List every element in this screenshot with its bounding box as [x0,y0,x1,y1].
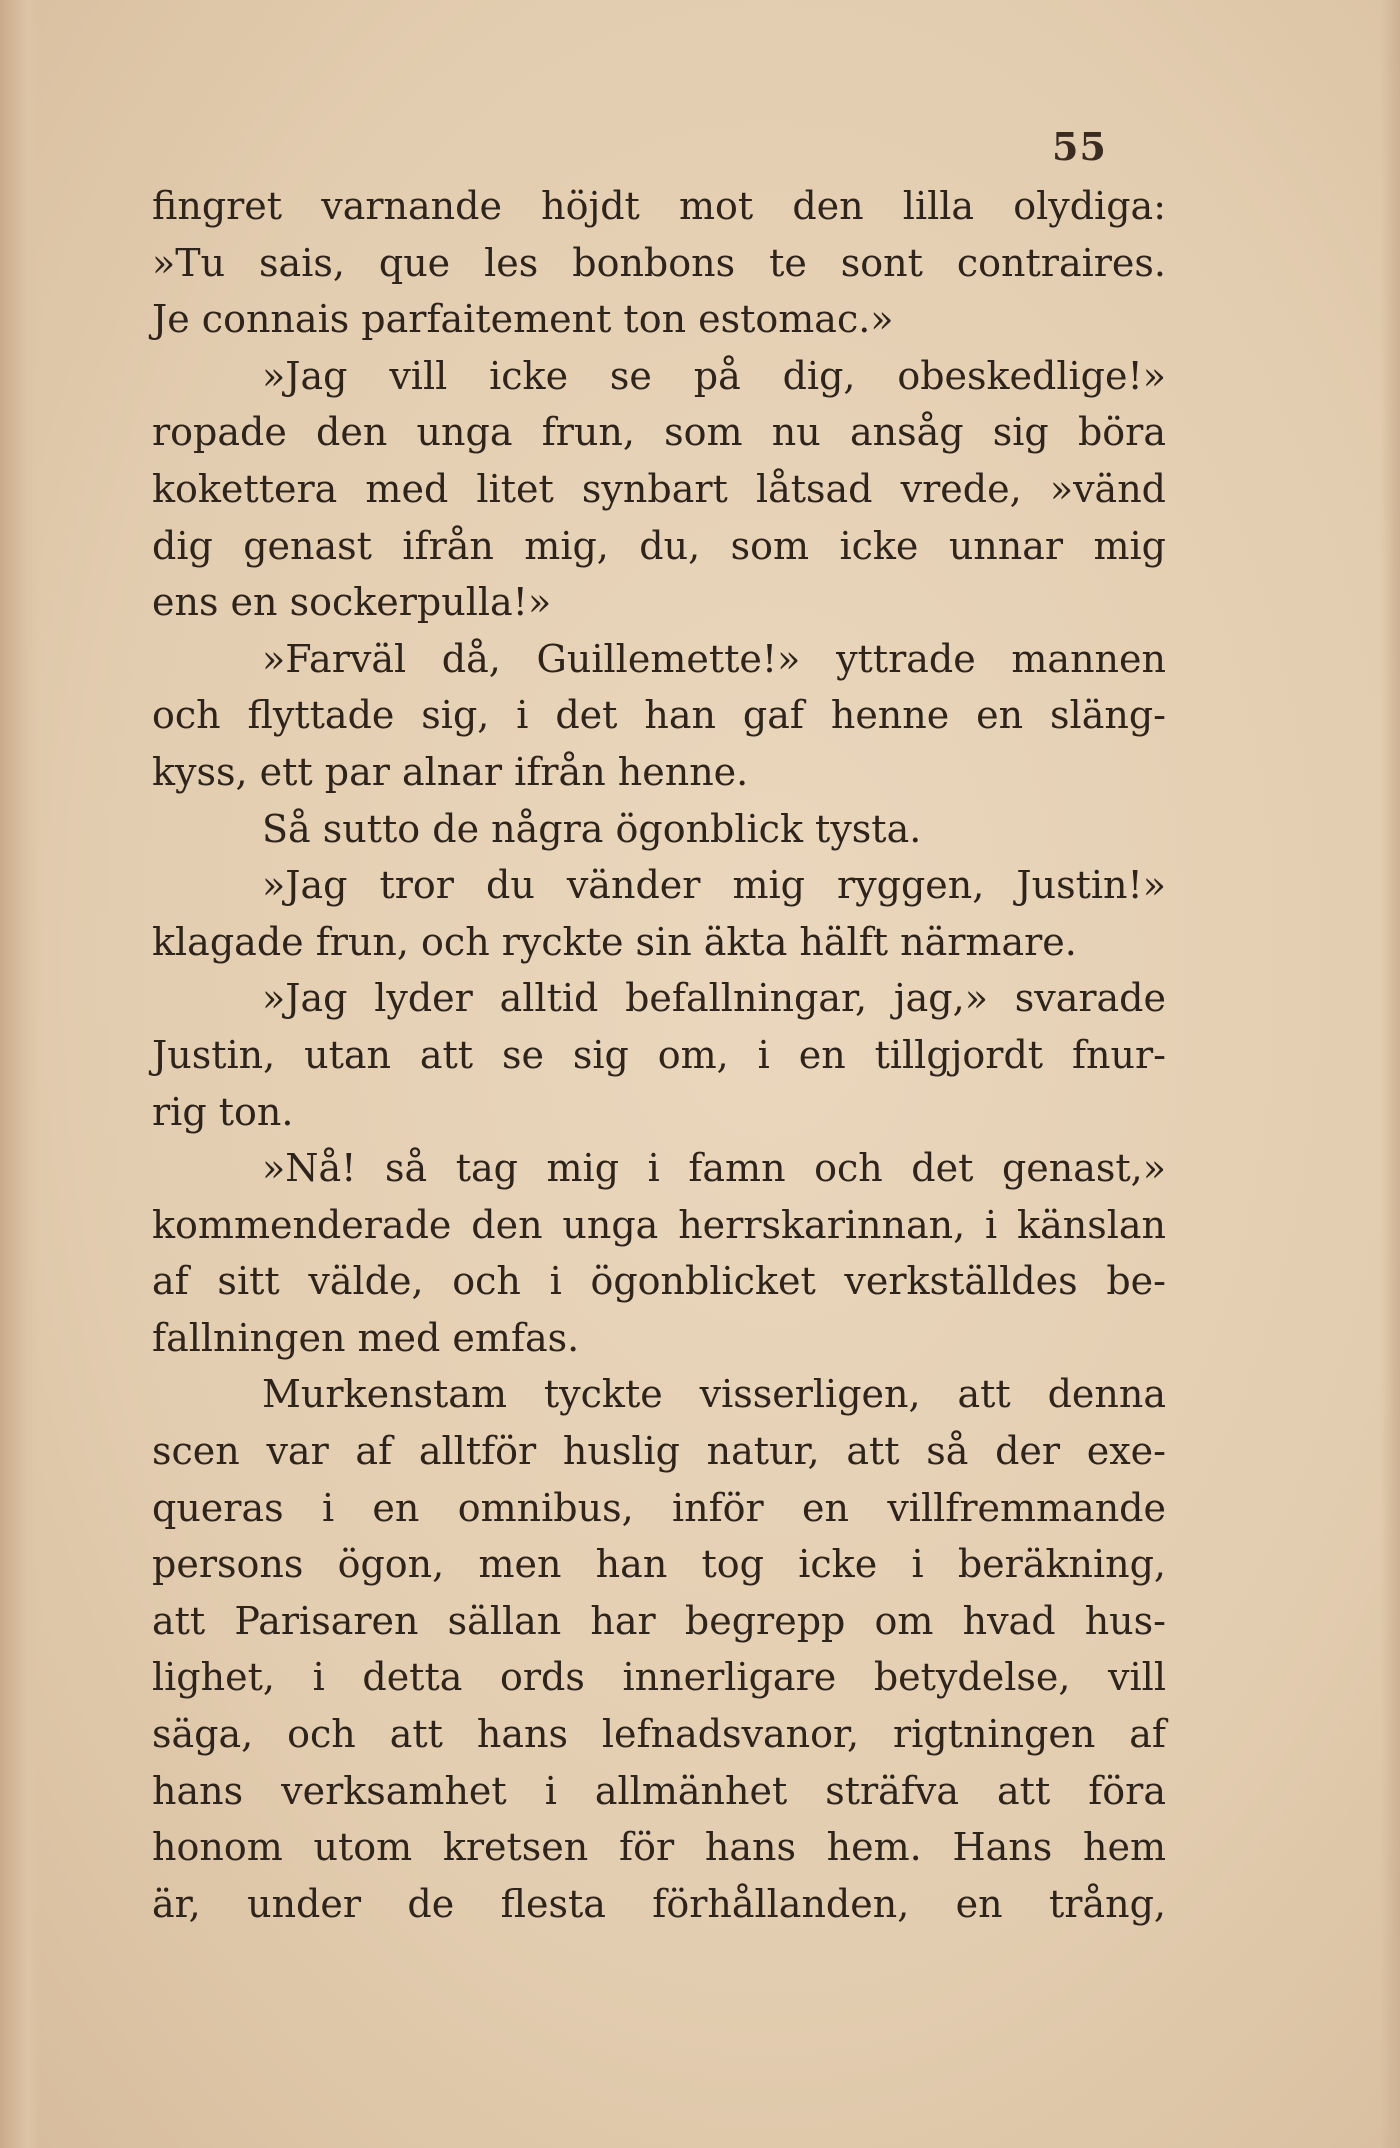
text-line: »Nå! så tag mig i famn och det genast,» [262,1146,1166,1191]
text-line: kokettera med litet synbart låtsad vrede, »vänd [152,466,1166,511]
text-line: persons ögon, men han tog icke i beräkning, [152,1542,1166,1587]
text-line: »Jag tror du vänder mig ryggen, Justin!» [262,863,1166,908]
text-line: fingret varnande höjdt mot den lilla olydiga: [152,184,1166,228]
text-line: kommenderade den unga herrskarinnan, i känslan [152,1202,1166,1247]
text-line: »Jag lyder alltid befallningar, jag,» svarade [262,976,1166,1021]
text-line: Murkenstam tyckte visserligen, att denna [262,1372,1166,1417]
text-line: dig genast ifrån mig, du, som icke unnar mig [152,523,1166,568]
text-line: fallningen med emfas. [152,1315,580,1360]
text-line: är, under de flesta förhållanden, en trång, [152,1881,1166,1926]
text-line: rig ton. [152,1089,294,1134]
page-gutter-shadow [0,0,40,2148]
text-line: Justin, utan att se sig om, i en tillgjordt fnur- [152,1032,1166,1077]
text-line: att Parisaren sällan har begrepp om hvad hus- [152,1598,1166,1643]
text-line: säga, och att hans lefnadsvanor, rigtningen af [152,1712,1166,1757]
text-line: scen var af alltför huslig natur, att så der exe- [152,1429,1166,1474]
text-line: queras i en omnibus, inför en villfremmande [152,1485,1166,1530]
text-line: lighet, i detta ords innerligare betydelse, vill [152,1655,1166,1700]
text-line: »Farväl då, Guillemette!» yttrade mannen [262,636,1166,681]
text-line: ropade den unga frun, som nu ansåg sig böra [152,410,1166,455]
text-line: hans verksamhet i allmänhet sträfva att föra [152,1768,1166,1813]
text-line: af sitt välde, och i ögonblicket verkställdes be- [152,1259,1166,1304]
text-line: honom utom kretsen för hans hem. Hans hem [152,1825,1166,1870]
body-text [152,178,1166,1932]
page-number: 55 [1052,124,1107,169]
text-line: »Tu sais, que les bonbons te sont contraires. [152,240,1166,285]
text-line: »Jag vill icke se på dig, obeskedlige!» [262,353,1166,398]
text-line: Je connais parfaitement ton estomac.» [152,297,894,342]
text-line: Så sutto de några ögonblick tysta. [262,806,922,851]
text-line: kyss, ett par alnar ifrån henne. [152,749,749,794]
text-line: och flyttade sig, i det han gaf henne en släng- [152,693,1166,738]
text-line: klagade frun, och ryckte sin äkta hälft närmare. [152,919,1077,964]
text-line: ens en sockerpulla!» [152,580,552,625]
page-edge-shadow [1380,0,1400,2148]
